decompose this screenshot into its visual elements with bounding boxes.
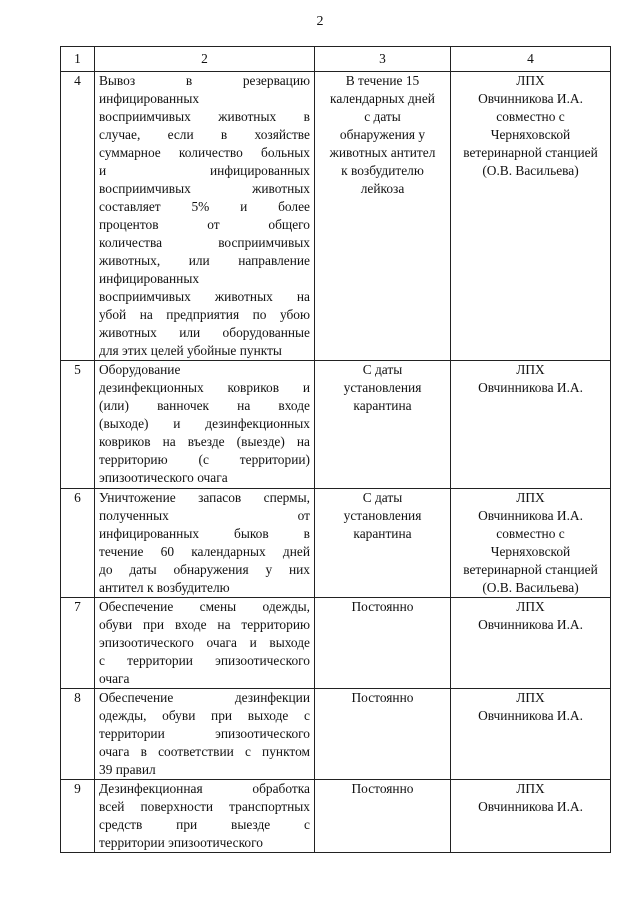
- measure-line: территорию (с территории): [99, 452, 310, 467]
- measure-line: количества восприимчивых: [99, 235, 310, 250]
- responsible-line: ЛПХ: [516, 599, 545, 614]
- header-col-3: 3: [315, 47, 451, 72]
- measure-line: территории эпизоотического: [99, 726, 310, 741]
- responsible-text: [451, 598, 611, 689]
- measure-line: до даты обнаружения у них: [99, 562, 310, 577]
- deadline-text: [315, 72, 451, 361]
- header-row: [61, 47, 611, 72]
- deadline-line: установления: [343, 380, 422, 395]
- responsible-line: Овчинникова И.А.: [478, 799, 583, 814]
- row-number: 4: [61, 72, 95, 361]
- measure-line: убой на предприятия по убою: [99, 307, 310, 322]
- deadline-line: В течение 15: [345, 73, 420, 88]
- deadline-line: установления: [343, 508, 422, 523]
- measure-line: очага: [99, 671, 130, 686]
- measure-line: случае, если в хозяйстве: [99, 127, 310, 142]
- measure-line: восприимчивых животных в: [99, 109, 310, 124]
- responsible-line: ЛПХ: [516, 690, 545, 705]
- responsible-text: [451, 361, 611, 489]
- responsible-line: совместно с: [496, 109, 565, 124]
- measure-line: составляет 5% и более: [99, 199, 310, 214]
- deadline-text: [315, 489, 451, 598]
- responsible-line: Овчинникова И.А.: [478, 508, 583, 523]
- page-number: 2: [316, 14, 324, 29]
- measure-line: очага в соответствии с пунктом: [99, 744, 310, 759]
- measure-line: антител к возбудителю: [99, 580, 230, 595]
- responsible-line: ЛПХ: [516, 781, 545, 796]
- responsible-line: Овчинникова И.А.: [478, 91, 583, 106]
- measure-line: территории эпизоотического: [99, 835, 263, 850]
- responsible-line: ветеринарной станцией: [463, 562, 598, 577]
- measure-line: Уничтожение запасов спермы,: [99, 490, 310, 505]
- measure-text: [95, 598, 315, 689]
- measure-line: 39 правил: [99, 762, 156, 777]
- table-row: [61, 689, 611, 780]
- responsible-line: Черняховской: [490, 127, 571, 142]
- measure-line: (или) ванночек на входе: [99, 398, 310, 413]
- measure-text: [95, 72, 315, 361]
- measure-line: (выходе) и дезинфекционных: [99, 416, 310, 431]
- deadline-line: к возбудителю: [341, 163, 424, 178]
- table-row: [61, 489, 611, 598]
- measure-line: всей поверхности транспортных: [99, 799, 310, 814]
- measure-line: эпизоотического очага и выходе: [99, 635, 310, 650]
- row-number: 9: [61, 780, 95, 853]
- measure-line: инфицированных: [99, 271, 200, 286]
- measure-text: [95, 780, 315, 853]
- table-row: [61, 780, 611, 853]
- responsible-line: (О.В. Васильева): [482, 163, 579, 178]
- table-row: [61, 361, 611, 489]
- measure-line: суммарное количество больных: [99, 145, 310, 160]
- header-col-1: 1: [61, 47, 95, 72]
- measure-line: средств при выезде с: [99, 817, 310, 832]
- deadline-text: [315, 689, 451, 780]
- deadline-line: С даты: [362, 490, 403, 505]
- deadline-text: [315, 361, 451, 489]
- deadline-line: животных антител: [329, 145, 436, 160]
- measures-table: [60, 46, 611, 853]
- measure-line: восприимчивых животных: [99, 181, 310, 196]
- measure-line: Дезинфекционная обработка: [99, 781, 310, 796]
- responsible-line: Овчинникова И.А.: [478, 380, 583, 395]
- measure-line: инфицированных быков в: [99, 526, 310, 541]
- deadline-text: [315, 598, 451, 689]
- table-row: [61, 72, 611, 361]
- measure-line: инфицированных: [99, 91, 200, 106]
- measure-line: процентов от общего: [99, 217, 310, 232]
- measure-line: полученных от: [99, 508, 310, 523]
- responsible-line: ветеринарной станцией: [463, 145, 598, 160]
- deadline-line: карантина: [353, 526, 412, 541]
- header-col-2: 2: [95, 47, 315, 72]
- measure-line: ковриков на въезде (выезде) на: [99, 434, 310, 449]
- measure-line: обуви при входе на территорию: [99, 617, 310, 632]
- measure-line: эпизоотического очага: [99, 470, 228, 485]
- table-row: [61, 598, 611, 689]
- measure-line: дезинфекционных ковриков и: [99, 380, 310, 395]
- measure-text: [95, 489, 315, 598]
- measure-line: с территории эпизоотического: [99, 653, 310, 668]
- deadline-line: с даты: [364, 109, 401, 124]
- measure-line: Обеспечение смены одежды,: [99, 599, 310, 614]
- header-col-4: 4: [451, 47, 611, 72]
- deadline-line: карантина: [353, 398, 412, 413]
- deadline-line: обнаружения у: [339, 127, 426, 142]
- measure-line: Вывоз в резервацию: [99, 73, 310, 88]
- responsible-line: совместно с: [496, 526, 565, 541]
- responsible-line: ЛПХ: [516, 362, 545, 377]
- measure-line: животных или оборудованные: [99, 325, 310, 340]
- measure-line: животных, или направление: [99, 253, 310, 268]
- responsible-line: ЛПХ: [516, 73, 545, 88]
- measure-line: для этих целей убойные пункты: [99, 343, 282, 358]
- responsible-text: [451, 72, 611, 361]
- measure-line: и инфицированных: [99, 163, 310, 178]
- responsible-line: Овчинникова И.А.: [478, 617, 583, 632]
- row-number: 7: [61, 598, 95, 689]
- deadline-line: Постоянно: [351, 781, 414, 796]
- responsible-line: Овчинникова И.А.: [478, 708, 583, 723]
- measure-line: восприимчивых животных на: [99, 289, 310, 304]
- measure-line: Оборудование: [99, 362, 181, 377]
- measure-text: [95, 689, 315, 780]
- measure-line: Обеспечение дезинфекции: [99, 690, 310, 705]
- row-number: 8: [61, 689, 95, 780]
- deadline-line: календарных дней: [330, 91, 435, 106]
- responsible-text: [451, 689, 611, 780]
- measure-line: течение 60 календарных дней: [99, 544, 310, 559]
- responsible-line: Черняховской: [490, 544, 571, 559]
- deadline-line: С даты: [362, 362, 403, 377]
- responsible-line: (О.В. Васильева): [482, 580, 579, 595]
- deadline-line: лейкоза: [360, 181, 405, 196]
- deadline-line: Постоянно: [351, 599, 414, 614]
- row-number: 6: [61, 489, 95, 598]
- responsible-text: [451, 780, 611, 853]
- row-number: 5: [61, 361, 95, 489]
- deadline-line: Постоянно: [351, 690, 414, 705]
- measure-text: [95, 361, 315, 489]
- measure-line: одежды, обуви при выходе с: [99, 708, 310, 723]
- responsible-text: [451, 489, 611, 598]
- deadline-text: [315, 780, 451, 853]
- responsible-line: ЛПХ: [516, 490, 545, 505]
